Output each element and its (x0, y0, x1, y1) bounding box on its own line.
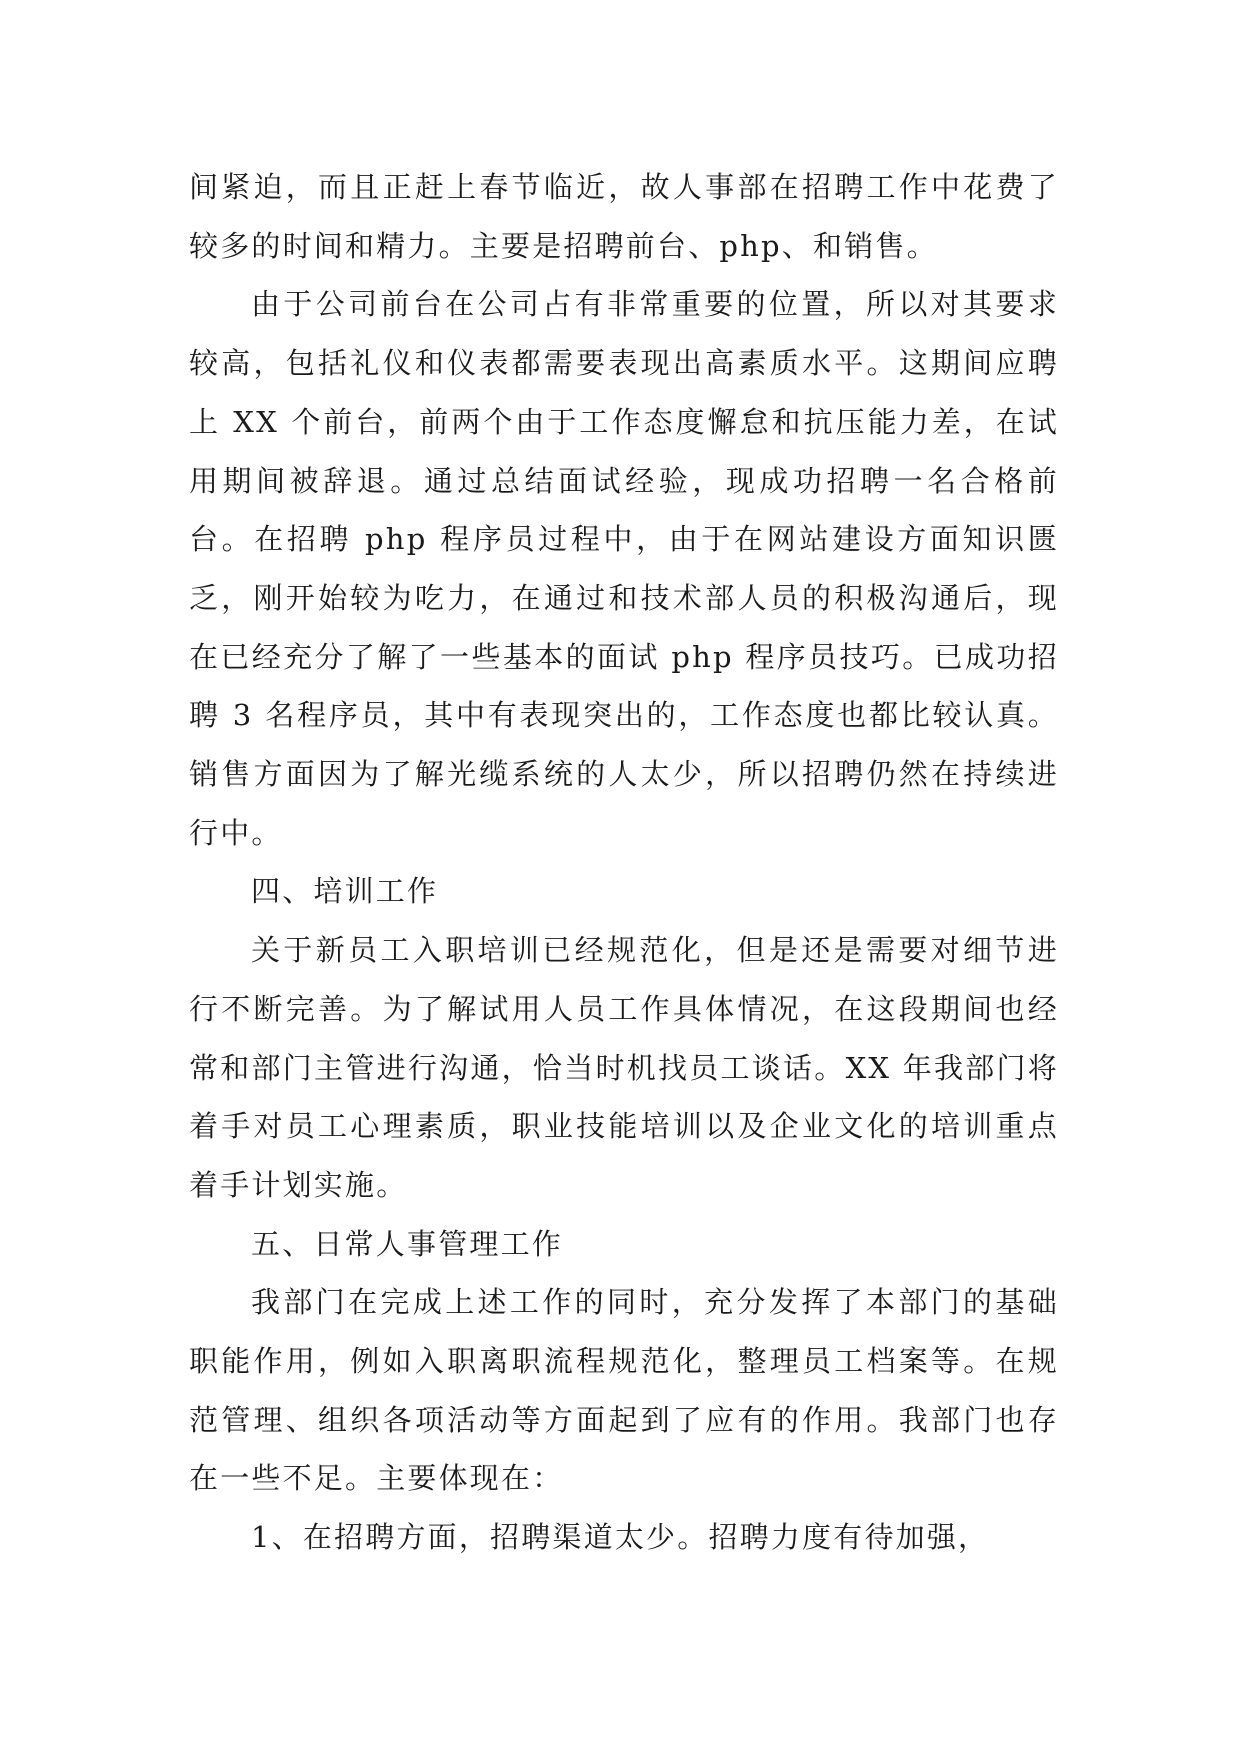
section-heading-training: 四、培训工作 (251, 874, 439, 909)
document-body (189, 158, 1059, 1567)
paragraph-shortcoming-1: 1、在招聘方面，招聘渠道太少。招聘力度有待加强， (251, 1520, 990, 1555)
paragraph-front-desk-recruitment: 由于公司前台在公司占有非常重要的位置，所以对其要求较高，包括礼仪和仪表都需要表现出高素质水平。这期间应聘上 XX 个前台，前两个由于工作态度懈怠和抗压能力差，在试用期间被辞退。通过总结面试经验，现成功招聘一名合格前台。在招聘 php 程序员过程中，由于在网站建设方面知识匮乏，刚开始较为吃力，在通过和技术部人员的积极沟通后，现在已经充分了解了一些基本的面试 php 程序员技巧。已成功招聘 3 名程序员，其中有表现突出的，工作态度也都比较认真。销售方面因为了解光缆系统的人太少，所以招聘仍然在持续进行中。 (189, 287, 1059, 850)
paragraph-training: 关于新员工入职培训已经规范化，但是还是需要对细节进行不断完善。为了解试用人员工作具体情况，在这段期间也经常和部门主管进行沟通，恰当时机找员工谈话。XX 年我部门将着手对员工心理素质，职业技能培训以及企业文化的培训重点着手计划实施。 (189, 933, 1059, 1202)
paragraph-continuation: 间紧迫，而且正赶上春节临近，故人事部在招聘工作中花费了较多的时间和精力。主要是招聘前台、php、和销售。 (189, 170, 1059, 263)
paragraph-daily-hr: 我部门在完成上述工作的同时，充分发挥了本部门的基础职能作用，例如入职离职流程规范化，整理员工档案等。在规范管理、组织各项活动等方面起到了应有的作用。我部门也存在一些不足。主要体现在： (189, 1285, 1059, 1496)
section-heading-daily-hr: 五、日常人事管理工作 (251, 1226, 564, 1261)
